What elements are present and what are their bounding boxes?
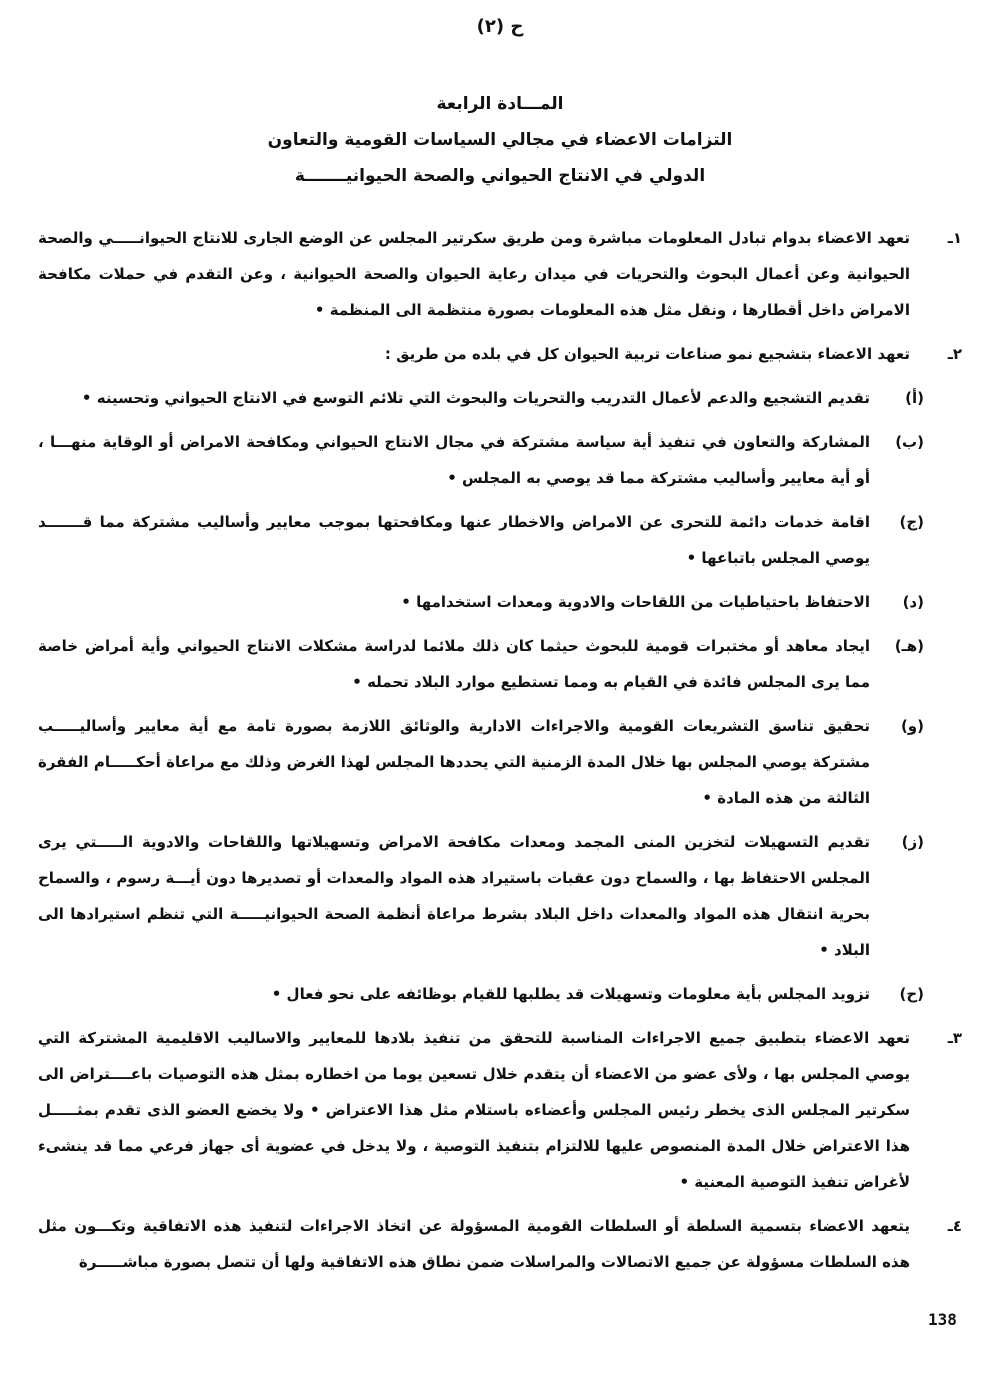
paragraph-text (38, 824, 870, 968)
paragraph-line: تعهد الاعضاء بدوام تبادل المعلومات مباشرة ومن طريق سكرتير المجلس عن الوضع الجارى للانتاج الحيوانـــــي (98, 229, 910, 247)
article-title: المـــادة الرابعة (436, 94, 564, 114)
item-line: ايجاد معاهد أو مختبرات قومية للبحوث حيثما كان ذلك ملائما لدراسة مشكلات الانتاج الحيواني وأية أمراض (84, 637, 870, 655)
paragraph-line: تعهد الاعضاء بتشجيع نمو صناعات تربية الحيوان كل في بلده من طريق : (384, 345, 910, 363)
item-line: المشاركة والتعاون في تنفيذ أية سياسة مشتركة في مجال الانتاج الحيواني ومكافحة الامراض أو الوقاية منهـــا ، (38, 433, 870, 451)
article-subtitle: الدولي في الانتاج الحيواني والصحة الحيوانيـــــــة (294, 166, 706, 186)
paragraph-line: يتعهد الاعضاء بتسمية السلطة أو السلطات القومية المسؤولة عن اتخاذ الاجراءات لتنفيذ هذه الاتفاقية وتكـــون (74, 1217, 910, 1235)
item-label: (أ) (905, 389, 924, 407)
paragraph-text (38, 220, 910, 328)
paragraph-text (38, 1020, 910, 1200)
item-label: (ب) (895, 433, 924, 451)
paragraph-line: والصحة الحيوانية وعن أعمال البحوث والتحريات في ميدان رعاية الحيوان والصحة الحيوانية ، وعن التقدم في حملات مكافحة (38, 229, 910, 283)
article-subtitle: التزامات الاعضاء في مجالي السياسات القومية والتعاون (267, 130, 733, 150)
item-line: الفقرة الثالثة من هذه المادة • (38, 753, 870, 807)
paragraph-text (38, 708, 870, 816)
list-item (38, 584, 962, 620)
paragraph (38, 336, 962, 372)
item-line: تزويد المجلس بأية معلومات وتسهيلات قد يطلبها للقيام بوظائفه على نحو فعال • (271, 985, 870, 1003)
page-number: 138 (928, 1310, 957, 1329)
list-item (38, 708, 962, 816)
document-body (0, 194, 1000, 1280)
paragraph (38, 220, 962, 328)
item-label: (و) (900, 717, 924, 735)
list-item (38, 380, 962, 416)
paragraph-text (38, 336, 910, 372)
list-item (38, 824, 962, 968)
paragraph-text (38, 628, 870, 700)
list-item (38, 504, 962, 576)
paragraph-text (38, 976, 870, 1012)
item-line: يرى المجلس الاحتفاظ بها ، والسماح دون عقبات باستيراد هذه المواد والمعدات أو تصديرها دون أيـــة (38, 833, 870, 887)
paragraph-line: تعهد الاعضاء بتطبيق جميع الاجراءات المناسبة للتحقق من تنفيذ بلادها للمعايير والاساليب الاقليمية المشتركة (78, 1029, 910, 1047)
paragraph-number: ٤ـ (947, 1217, 962, 1235)
item-line: الاحتفاظ باحتياطيات من اللقاحات والادوية ومعدات استخدامها • (401, 593, 870, 611)
item-label: (د) (902, 593, 924, 611)
item-label: (ح) (899, 985, 924, 1003)
item-line: تقديم التشجيع والدعم لأعمال التدريب والتحريات والبحوث التي تلائم التوسع في الانتاج الحيواني وتحسينه • (81, 389, 870, 407)
item-line: التي تنظم استيرادها الى البلاد • (38, 905, 870, 959)
paragraph-line: تنفيذ التوصية المعنية • (679, 1173, 849, 1191)
paragraph-line: الامراض داخل أقطارها ، ونقل مثل هذه المعلومات بصورة منتظمة الى المنظمة • (314, 301, 910, 319)
paragraph-text (38, 1208, 910, 1280)
item-line: أو أية معايير وأساليب مشتركة مما قد يوصي به المجلس • (447, 469, 870, 487)
paragraph-text (38, 424, 870, 496)
page-reference: ح (٢) (476, 16, 524, 37)
paragraph (38, 1208, 962, 1280)
paragraph (38, 1020, 962, 1200)
list-item (38, 424, 962, 496)
paragraph-line: التي يوصي المجلس بها ، ولأى عضو من الاعضاء أن يتقدم خلال تسعين يوما من اخطاره بمثل هذه التوصيات باعــــتراض (38, 1029, 910, 1083)
item-line: مشتركة يوصي المجلس بها خلال المدة الزمنية التي يحددها المجلس لهذا الغرض وذلك مع مراعاة أحكـــــام (93, 753, 870, 771)
paragraph-number: ٣ـ (947, 1029, 962, 1047)
item-label: (هـ) (894, 637, 924, 655)
paragraph-line: الى سكرتير المجلس الذى يخطر رئيس المجلس وأعضاءه باستلام مثل هذا الاعتراض • ولا يخضع العضو الذى تقدم بمثـــــل (38, 1065, 910, 1119)
item-line: تحقيق تناسق التشريعات القومية والاجراءات الادارية والوثائق اللازمة بصورة تامة مع أية معايير وأساليـــــب (38, 717, 870, 735)
item-line: اقامة خدمات دائمة للتحرى عن الامراض والاخطار عنها ومكافحتها بموجب معايير وأساليب مشتركة مما قـــــــد (38, 513, 870, 531)
paragraph-number: ١ـ (947, 229, 962, 247)
list-item (38, 976, 962, 1012)
item-line: تقديم التسهيلات لتخزين المنى المجمد ومعدات مكافحة الامراض وتسهيلاتها واللقاحات والادوية الـــــتي (75, 833, 870, 851)
paragraph-line: مثل هذه السلطات مسؤولة عن جميع الاتصالات والمراسلات ضمن نطاق هذه الاتفاقية ولها أن تتصل بصورة مباشـــــرة (38, 1217, 910, 1271)
paragraph-text (38, 380, 870, 416)
paragraph-number: ٢ـ (947, 345, 962, 363)
list-item (38, 628, 962, 700)
item-line: خاصة مما يرى المجلس فائدة في القيام به ومما تستطيع موارد البلاد تحمله • (38, 637, 870, 691)
item-line: يوصي المجلس باتباعها • (686, 549, 870, 567)
paragraph-text (38, 504, 870, 576)
paragraph-text (38, 584, 870, 620)
item-line: رسوم ، والسماح بحرية انتقال هذه المواد والمعدات داخل البلاد بشرط مراعاة أنظمة الصحة الحيوانيـــــة (38, 869, 870, 923)
item-label: (ز) (901, 833, 924, 851)
item-label: (ج) (899, 513, 924, 531)
paragraph-line: هذا الاعتراض خلال المدة المنصوص عليها للالتزام بتنفيذ التوصية ، ولا يدخل في عضوية أى جهاز فرعي مما قد ينشىء لأغراض (38, 1137, 910, 1191)
